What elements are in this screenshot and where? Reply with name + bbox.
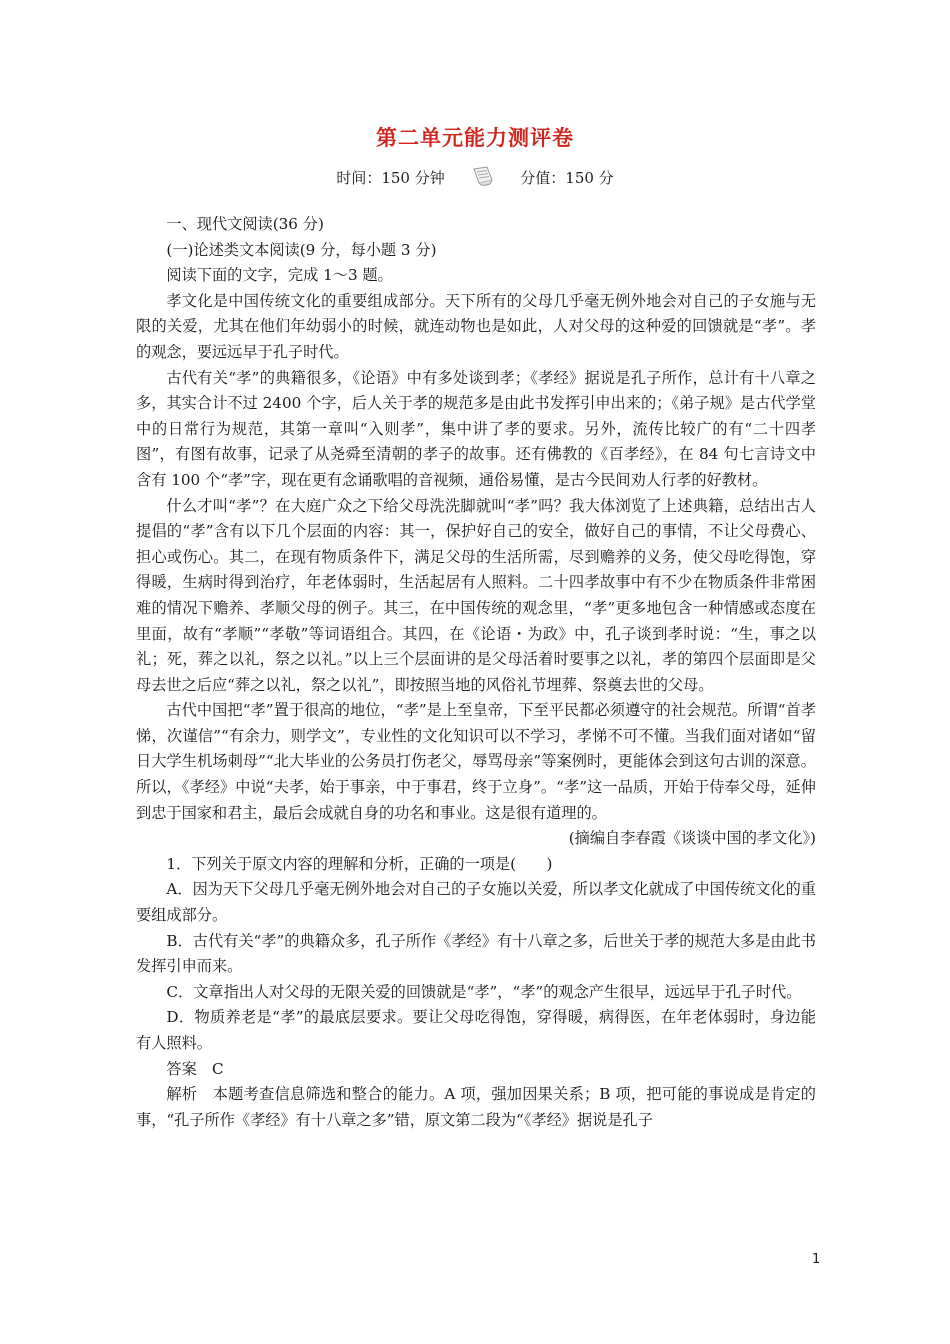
article-source: (摘编自李春霞《谈谈中国的孝文化》) bbox=[568, 829, 816, 848]
exam-content bbox=[136, 212, 816, 1133]
article-paragraph: 古代有关“孝”的典籍很多，《论语》中有多处谈到孝；《孝经》据说是孔子所作，总计有十八章之多，其实合计不过 2400 个字，后人关于孝的规范多是由此书发挥引申出来的；《弟子规》是古代学堂中的日常行为规范，其第一章叫“入则孝”，集中讲了孝的要求。另外，流传比较广的有“二十四孝图”，有图有故事，记录了从尧舜至清朝的孝子的故事。还有佛教的《百孝经》，在 84 句七言诗文中含有 100 个“孝”字，现在更有念诵歌唱的音视频，通俗易懂，是古今民间劝人行孝的好教材。 bbox=[136, 368, 816, 489]
question-option-b: B．古代有关“孝”的典籍众多，孔子所作《孝经》有十八章之多，后世关于孝的规范大多是由此书发挥引申而来。 bbox=[136, 931, 816, 976]
article-paragraph: 古代中国把“孝”置于很高的地位，“孝”是上至皇帝，下至平民都必须遵守的社会规范。所谓“首孝悌，次谨信”“有余力，则学文”，专业性的文化知识可以不学习，孝悌不可不懂。当我们面对诸如“留日大学生机场刺母”“北大毕业的公务员打伤老父，辱骂母亲”等案例时，更能体会到这句古训的深意。所以，《孝经》中说“夫孝，始于事亲，中于事君，终于立身”。“孝”这一品质，开始于侍奉父母，延伸到忠于国家和君主，最后会成就自身的功名和事业。这是很有道理的。 bbox=[136, 701, 816, 822]
question-answer: 答案 C bbox=[166, 1059, 224, 1078]
section-heading: 一、现代文阅读(36 分) bbox=[166, 215, 324, 233]
article-paragraph: 孝文化是中国传统文化的重要组成部分。天下所有的父母几乎毫无例外地会对自己的子女施与无限的关爱，尤其在他们年幼弱小的时候，就连动物也是如此，人对父母的这种爱的回馈就是“孝”。孝的观念，要远远早于孔子时代。 bbox=[136, 291, 816, 361]
question-option-d: D．物质养老是“孝”的最底层要求。要让父母吃得饱，穿得暖，病得医，在年老体弱时，身边能有人照料。 bbox=[136, 1008, 816, 1052]
page-number: 1 bbox=[812, 1252, 821, 1267]
question-option-a: A．因为天下父母几乎毫无例外地会对自己的子女施以关爱，所以孝文化就成了中国传统文化的重要组成部分。 bbox=[136, 880, 816, 925]
exam-time: 时间：150 分钟 bbox=[336, 168, 445, 187]
exam-score: 分值：150 分 bbox=[520, 168, 614, 187]
question-analysis: 解析 本题考查信息筛选和整合的能力。A 项，强加因果关系；B 项，把可能的事说成是肯定的事，“孔子所作《孝经》有十八章之多”错，原文第二段为“《孝经》据说是孔子 bbox=[136, 1085, 816, 1129]
exam-meta bbox=[0, 166, 950, 188]
article-paragraph: 什么才叫“孝”？在大庭广众之下给父母洗洗脚就叫“孝”吗？我大体浏览了上述典籍，总结出古人提倡的“孝”含有以下几个层面的内容：其一，保护好自己的安全，做好自己的事情，不让父母费心、担心或伤心。其二，在现有物质条件下，满足父母的生活所需，尽到赡养的义务，使父母吃得饱，穿得暖，生病时得到治疗，年老体弱时，生活起居有人照料。二十四孝故事中有不少在物质条件非常困难的情况下赡养、孝顺父母的例子。其三，在中国传统的观念里，“孝”更多地包含一种情感或态度在里面，故有“孝顺”“孝敬”等词语组合。其四，在《论语・为政》中，孔子谈到孝时说：“生，事之以礼；死，葬之以礼，祭之以礼。”以上三个层面讲的是父母活着时要事之以礼，孝的第四个层面即是父母去世之后应“葬之以礼，祭之以礼”，即按照当地的风俗礼节埋葬、祭奠去世的父母。 bbox=[136, 496, 816, 694]
page-title: 第二单元能力测评卷 bbox=[376, 125, 574, 150]
reading-instruction: 阅读下面的文字，完成 1～3 题。 bbox=[166, 266, 393, 285]
question-option-c: C．文章指出人对父母的无限关爱的回馈就是“孝”，“孝”的观念产生很早，远远早于孔子时代。 bbox=[166, 982, 802, 1001]
document-icon bbox=[470, 166, 496, 188]
question-stem: 1．下列关于原文内容的理解和分析，正确的一项是( ) bbox=[166, 854, 553, 873]
section-subheading: (一)论述类文本阅读(9 分，每小题 3 分) bbox=[166, 240, 437, 259]
